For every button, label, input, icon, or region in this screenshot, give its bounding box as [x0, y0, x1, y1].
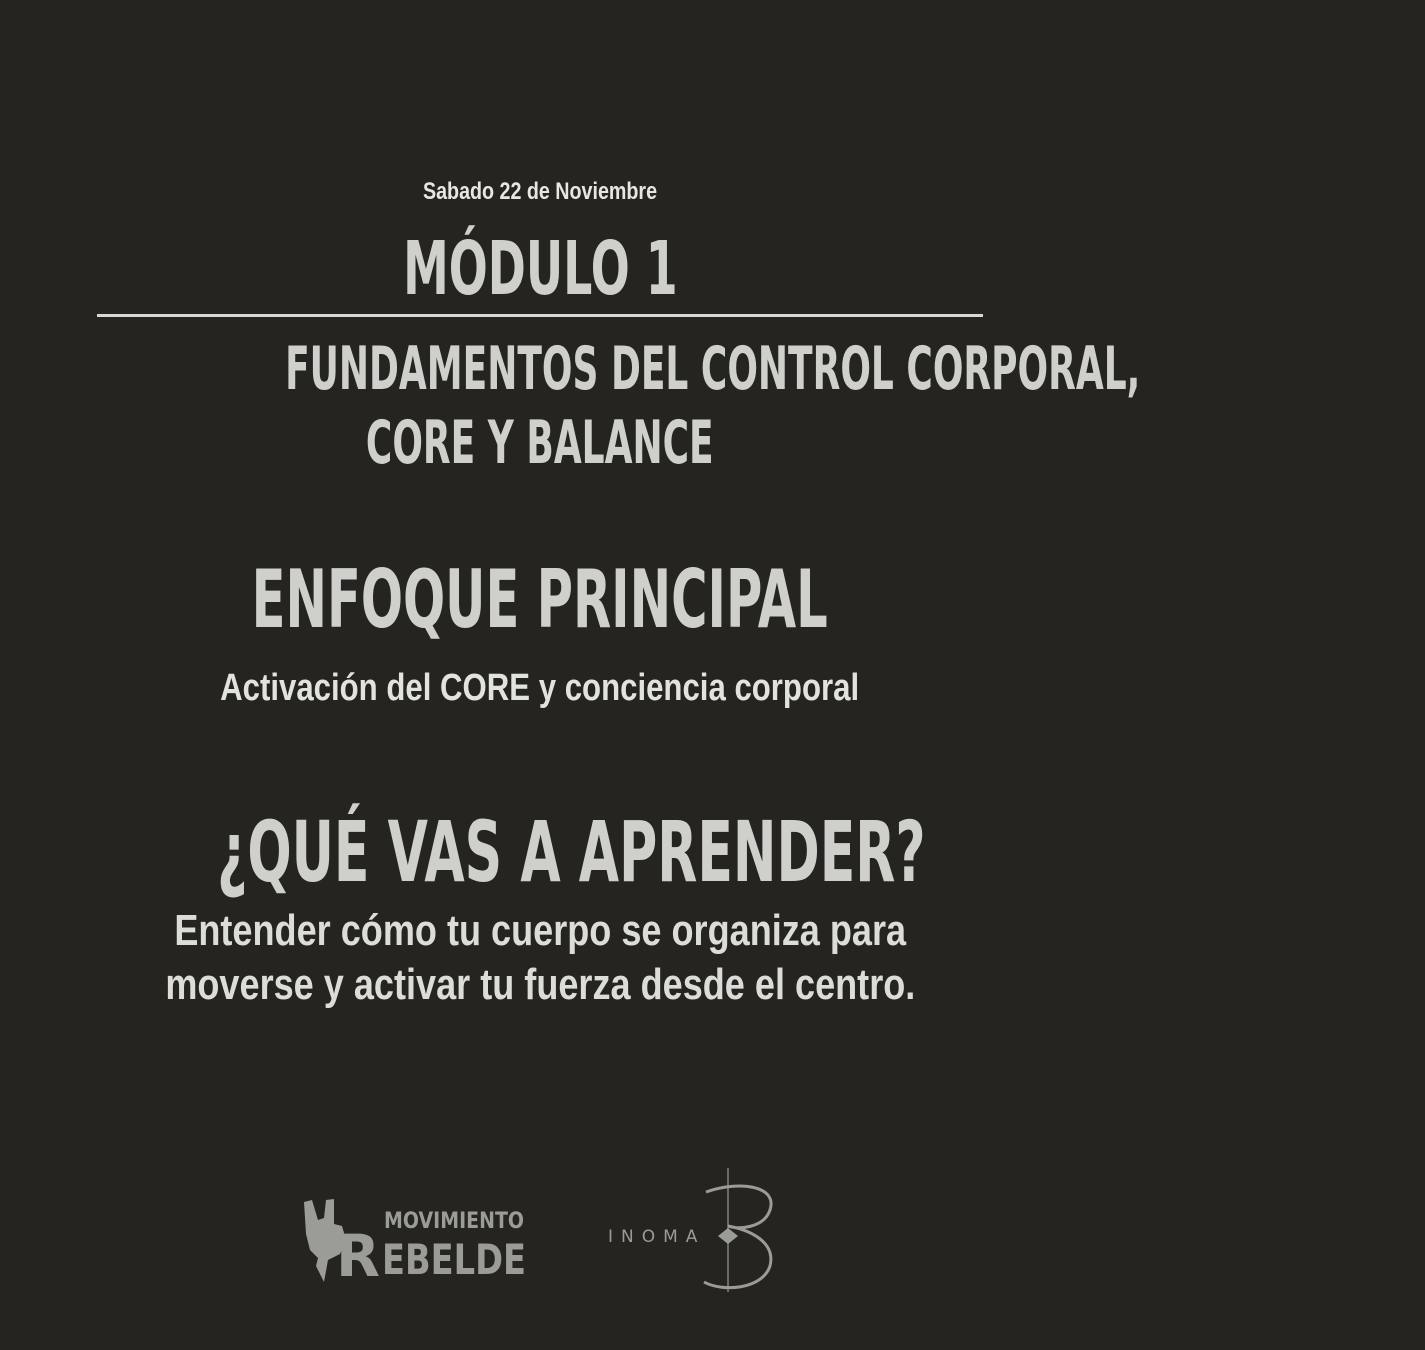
learn-text-line-1: Entender cómo tu cuerpo se organiza para — [174, 906, 906, 955]
focus-title: ENFOQUE PRINCIPAL — [251, 553, 829, 646]
focus-text: Activación del CORE y conciencia corporal — [220, 667, 860, 709]
focus-description — [0, 665, 1080, 711]
module-subtitle-line-2: CORE Y BALANCE — [366, 408, 714, 478]
logo-text-r: R — [336, 1222, 380, 1290]
title-divider — [97, 314, 983, 317]
learn-title: ¿QUÉ VAS A APRENDER? — [217, 803, 926, 901]
module-subtitle — [0, 332, 1141, 480]
logo-text-inoma: INOMA — [608, 1227, 706, 1247]
movimiento-rebelde-logo — [298, 1196, 534, 1290]
module-title: MÓDULO 1 — [402, 226, 678, 312]
logo-text-rebelde: EBELDE — [382, 1235, 526, 1284]
focus-section — [0, 555, 1080, 645]
module-subtitle-line-1: FUNDAMENTOS DEL CONTROL CORPORAL, — [285, 334, 1141, 404]
learn-text-line-2: moverse y activar tu fuerza desde el centro. — [165, 960, 915, 1009]
inoma-logo — [600, 1166, 790, 1296]
b-star-monogram-icon — [704, 1168, 771, 1292]
learn-section — [0, 805, 1080, 899]
event-date: Sabado 22 de Noviembre — [422, 178, 658, 205]
logo-text-movimiento: MOVIMIENTO — [384, 1209, 524, 1234]
module-title-container — [0, 226, 1080, 312]
learn-description — [0, 904, 1080, 1012]
